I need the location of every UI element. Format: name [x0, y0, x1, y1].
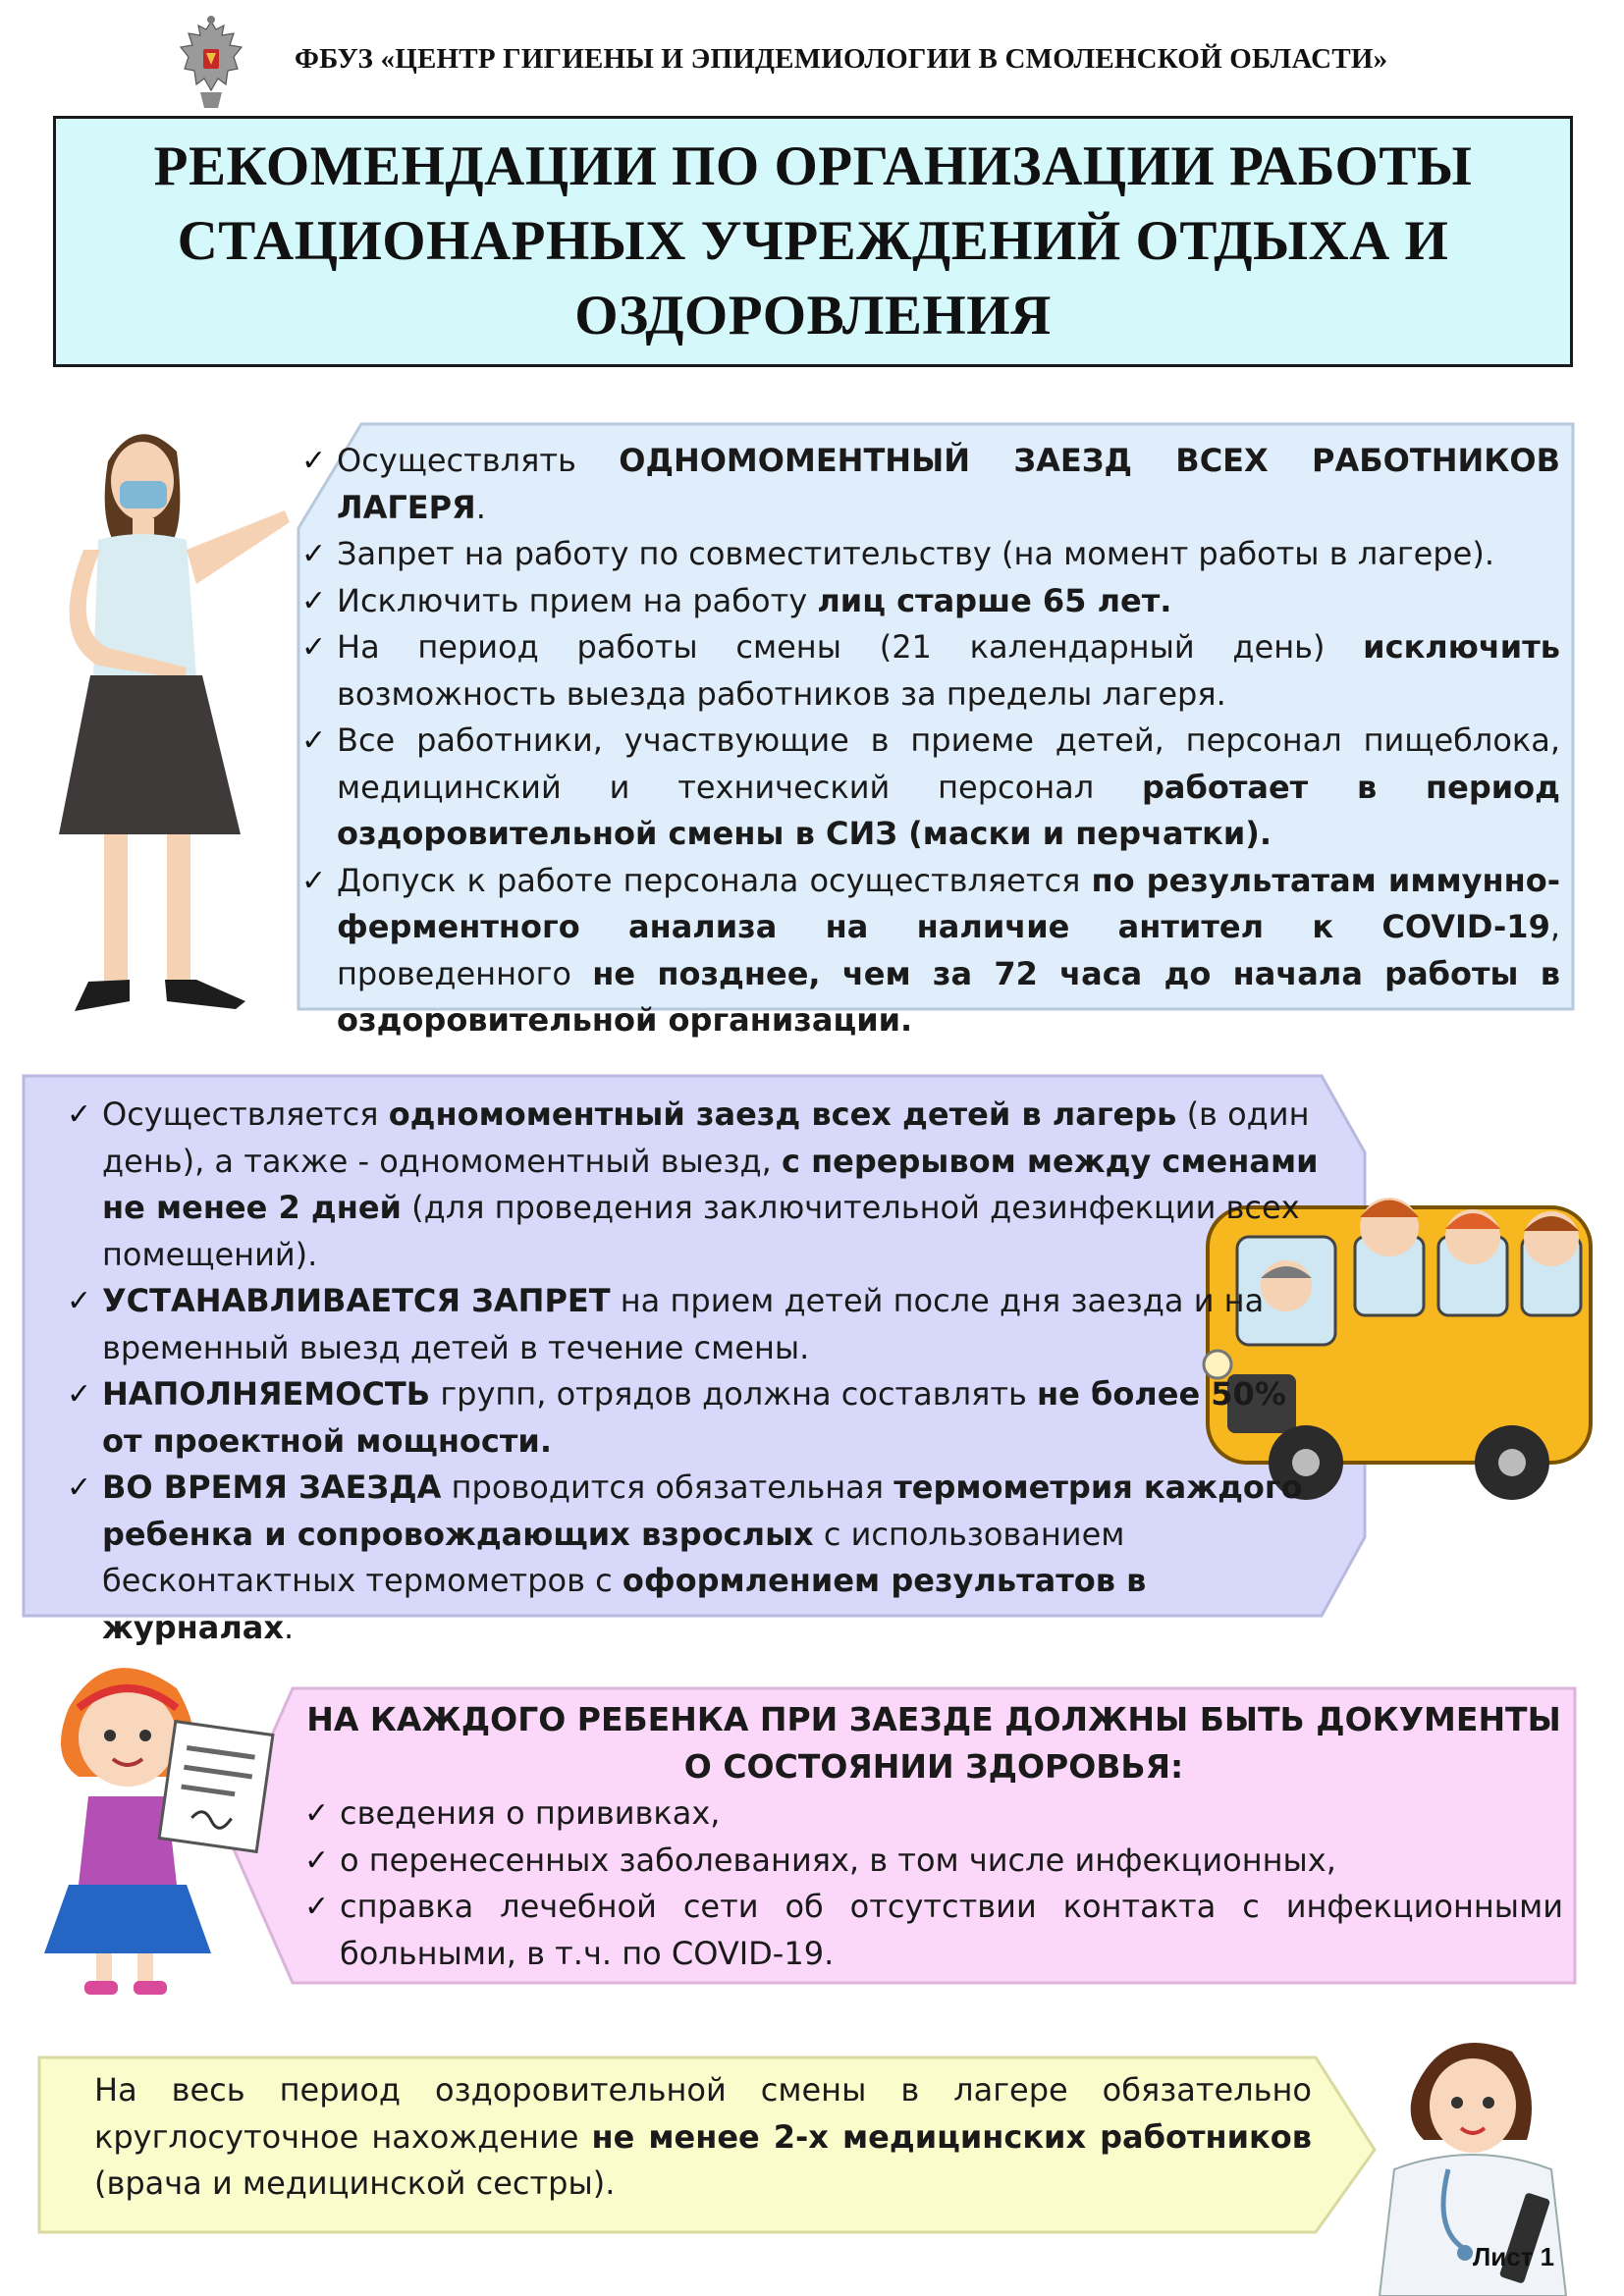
staff-checklist [301, 438, 1560, 1044]
documents-content [304, 1696, 1563, 1977]
documents-item-2: ✓ о перенесенных заболеваниях, в том числе инфекционных, [304, 1838, 1563, 1885]
staff-item-5: ✓ Все работники, участвующие в приеме детей, персонал пищеблока, медицинский и технический персонал работает в период оздоровительной смены в СИЗ (маски и перчатки). [301, 718, 1560, 858]
documents-panel [0, 1649, 1624, 2002]
documents-checklist [304, 1790, 1563, 1977]
documents-item-3: ✓ справка лечебной сети об отсутствии контакта с инфекционными больными, в т.ч. по COVID-19. [304, 1884, 1563, 1977]
teacher-woman-illustration [39, 412, 295, 1041]
coat-of-arms-emblem [173, 14, 249, 112]
staff-item-1: ✓ Осуществлять ОДНОМОМЕНТНЫЙ ЗАЕЗД ВСЕХ РАБОТНИКОВ ЛАГЕРЯ. [301, 438, 1560, 531]
title-line-1: РЕКОМЕНДАЦИИ ПО ОРГАНИЗАЦИИ РАБОТЫ [153, 135, 1473, 197]
page-number: Лист 1 [1473, 2242, 1555, 2271]
staff-list-container [301, 438, 1560, 1044]
documents-title: НА КАЖДОГО РЕБЕНКА ПРИ ЗАЕЗДЕ ДОЛЖНЫ БЫТЬ ДОКУМЕНТЫ О СОСТОЯНИИ ЗДОРОВЬЯ: [306, 1700, 1561, 1786]
children-panel [0, 1070, 1624, 1646]
staff-item-4: ✓ На период работы смены (21 календарный день) исключить возможность выезда работников за пределы лагеря. [301, 624, 1560, 718]
children-list-container [67, 1092, 1333, 1651]
title-line-2: СТАЦИОНАРНЫХ УЧРЕЖДЕНИЙ ОТДЫХА И [177, 210, 1449, 272]
children-item-2: ✓ УСТАНАВЛИВАЕТСЯ ЗАПРЕТ на прием детей после дня заезда и на временный выезд детей в течение смены. [67, 1278, 1333, 1371]
children-checklist [67, 1092, 1333, 1651]
staff-item-2: ✓ Запрет на работу по совместительству (на момент работы в лагере). [301, 531, 1560, 578]
children-item-1: ✓ Осуществляется одномоментный заезд всех детей в лагерь (в один день), а также - одномоментный выезд, с перерывом между сменами не менее 2 дней (для проведения заключительной дезинфекции всех помещений). [67, 1092, 1333, 1278]
children-item-4: ✓ ВО ВРЕМЯ ЗАЕЗДА проводится обязательная термометрия каждого ребенка и сопровождающих взрослых с использованием бесконтактных термометров с оформлением результатов в журналах. [67, 1465, 1333, 1651]
documents-item-1: ✓ сведения о прививках, [304, 1790, 1563, 1838]
medical-panel [0, 2022, 1624, 2296]
title-line-3: ОЗДОРОВЛЕНИЯ [574, 285, 1052, 347]
organization-name: ФБУЗ «ЦЕНТР ГИГИЕНЫ И ЭПИДЕМИОЛОГИИ В СМОЛЕНСКОЙ ОБЛАСТИ» [295, 43, 1388, 75]
children-item-3: ✓ НАПОЛНЯЕМОСТЬ групп, отрядов должна составлять не более 50% от проектной мощности. [67, 1371, 1333, 1465]
girl-with-document-illustration [39, 1649, 285, 2002]
staff-item-6: ✓ Допуск к работе персонала осуществляется по результатам иммунно-ферментного анализа на наличие антител к COVID-19, проведенного не позднее, чем за 72 часа до начала работы в оздоровительной организации. [301, 858, 1560, 1044]
title-box [53, 116, 1573, 367]
staff-panel [0, 412, 1624, 1041]
staff-item-3: ✓ Исключить прием на работу лиц старше 65 лет. [301, 578, 1560, 625]
medical-text: На весь период оздоровительной смены в лагере обязательно круглосуточное нахождение не менее 2-х медицинских работников (врача и медицинской сестры). [94, 2071, 1313, 2202]
